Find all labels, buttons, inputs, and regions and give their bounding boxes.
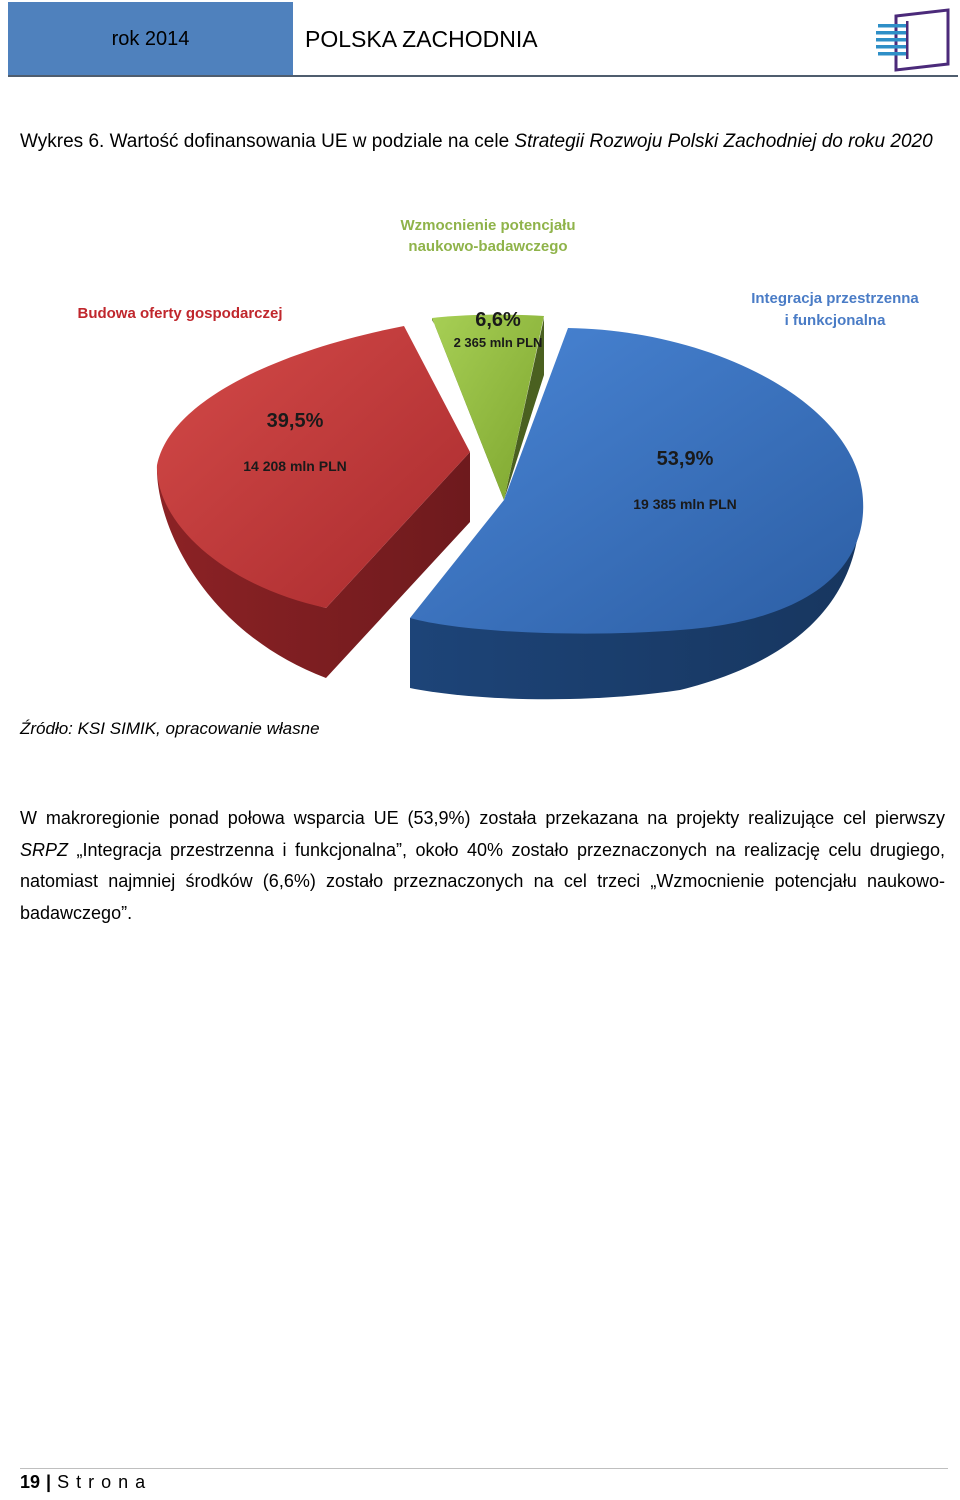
header-year: rok 2014 [8, 2, 293, 76]
value-green: 2 365 mln PLN [453, 335, 543, 350]
label-green-line1: Wzmocnienie potencjału [400, 217, 576, 234]
body-srpz: SRPZ [20, 839, 69, 860]
footer-separator: | [46, 1472, 52, 1492]
caption-prefix: Wykres 6. Wartość dofinansowania UE w podziale na cele [20, 131, 515, 152]
body-part-2: „Integracja przestrzenna i funkcjonalna”, około 40% zostało przeznaczonych na realizację celu drugiego, natomiast najmniej środków (6,6%) zostało przeznaczonych na cel trzeci „Wzmocnienie potencjału naukowo-badawczego”. [20, 839, 945, 923]
percent-blue: 53,9% [656, 448, 714, 470]
header-divider [8, 75, 958, 77]
figure-source: Źródło: KSI SIMIK, opracowanie własne [20, 719, 320, 738]
pie-chart [60, 200, 919, 710]
percent-green: 6,6% [475, 309, 521, 331]
value-red: 14 208 mln PLN [243, 458, 347, 474]
figure-caption [20, 126, 950, 158]
body-paragraph [20, 803, 945, 929]
institution-logo-icon [872, 8, 952, 72]
caption-italic: Strategii Rozwoju Polski Zachodniej do roku 2020 [514, 131, 933, 152]
page-header [8, 2, 958, 76]
label-blue-line2: i funkcjonalna [784, 312, 886, 329]
footer-divider [20, 1468, 948, 1469]
body-part-1: W makroregionie ponad połowa wsparcia UE (53,9%) została przekazana na projekty realizujące cel pierwszy [20, 808, 945, 828]
label-red-line1: Budowa oferty gospodarczej [77, 305, 283, 322]
page-footer [20, 1472, 152, 1493]
header-title: POLSKA ZACHODNIA [305, 26, 538, 52]
percent-red: 39,5% [266, 410, 324, 432]
label-green-line2: naukowo-badawczego [408, 238, 568, 255]
value-blue: 19 385 mln PLN [633, 496, 737, 512]
label-blue-line1: Integracja przestrzenna [751, 290, 919, 307]
page-number: 19 [20, 1472, 41, 1492]
page-word: Strona [57, 1472, 153, 1492]
